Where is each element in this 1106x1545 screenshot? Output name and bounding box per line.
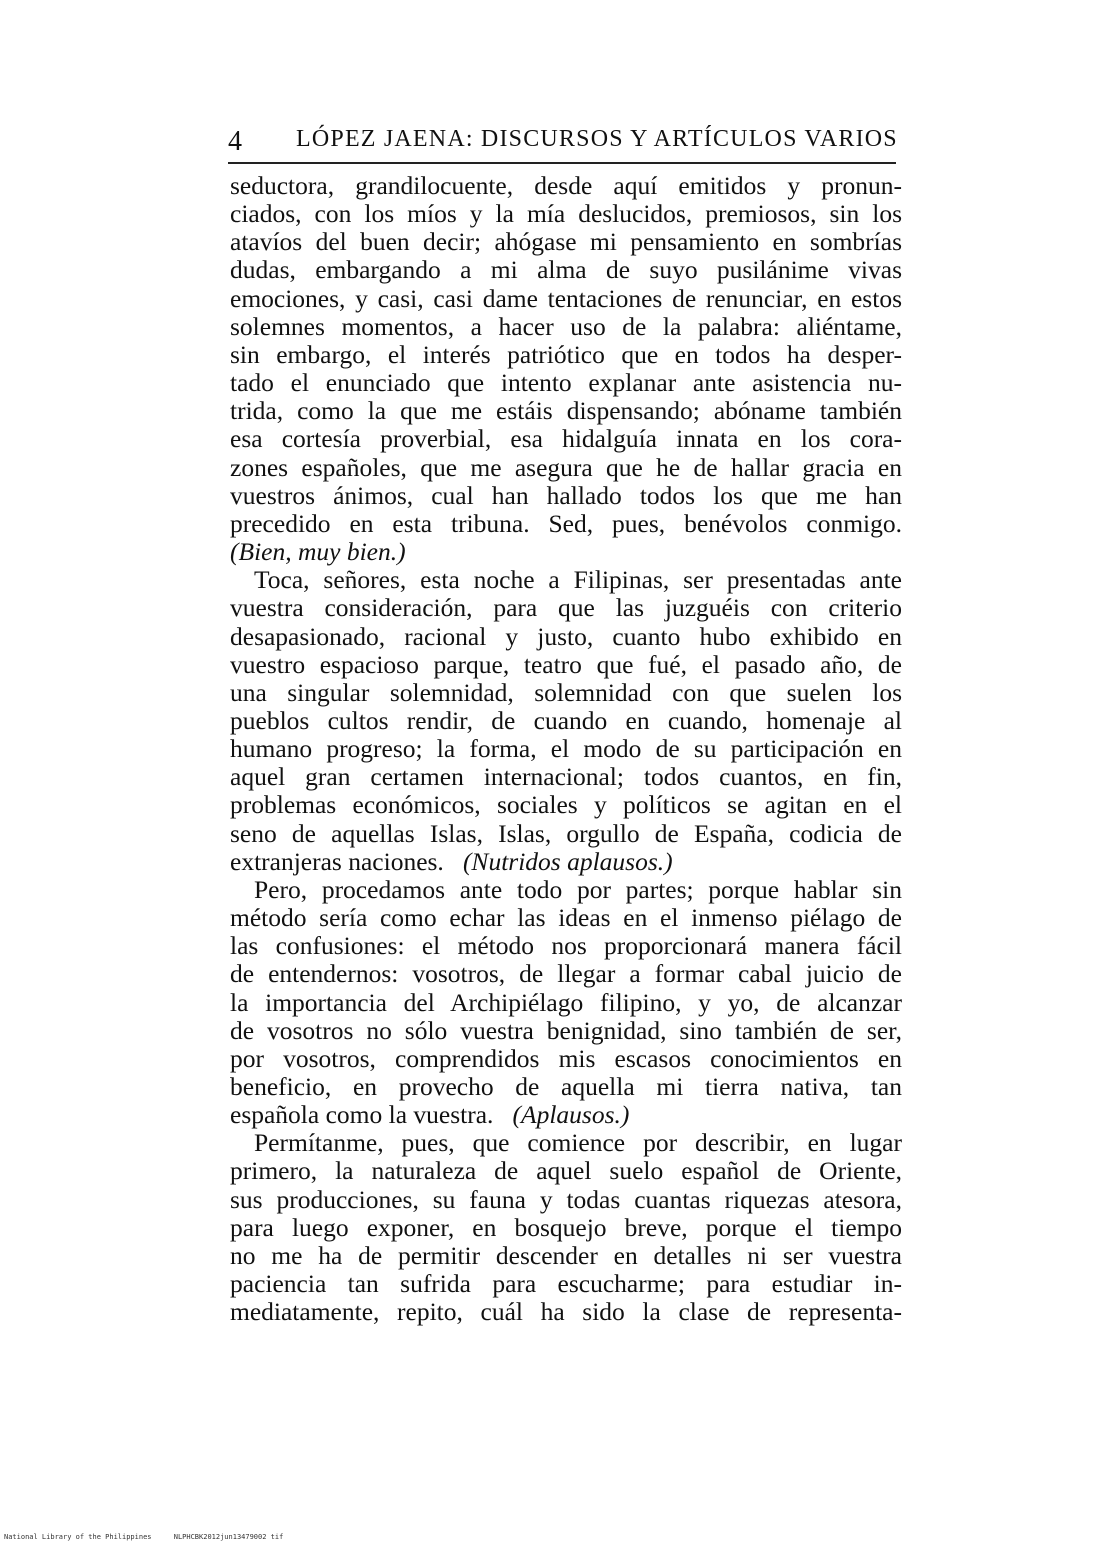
- text-line: por vosotros, comprendidos mis escasos conocimientos en: [230, 1043, 902, 1073]
- text-line: ciados, con los míos y la mía deslucidos, premiosos, sin los: [230, 199, 902, 229]
- text-line: vuestros ánimos, cual han hallado todos los que me han: [230, 480, 902, 510]
- text-line: paciencia tan sufrida para escucharme; para estudiar in-: [230, 1269, 902, 1299]
- library-credit: National Library of the Philippines: [4, 1533, 152, 1541]
- text-line: vuestro espacioso parque, teatro que fué, el pasado año, de: [230, 649, 902, 679]
- file-id: NLPHCBK2012jun13479002 tif: [173, 1533, 284, 1541]
- text-line: atavíos del buen decir; ahógase mi pensamiento en sombrías: [230, 227, 902, 257]
- text-line: vuestra consideración, para que las juzguéis con criterio: [230, 593, 902, 623]
- paragraph-1: [230, 172, 902, 566]
- paragraph-4: [230, 1129, 902, 1326]
- text-line: una singular solemnidad, solemnidad con que suelen los: [230, 677, 902, 707]
- text-line: pueblos cultos rendir, de cuando en cuando, homenaje al: [230, 705, 902, 735]
- text-line: humano progreso; la forma, el modo de su participación en: [230, 734, 902, 764]
- page-header: [228, 120, 898, 160]
- text-line: de vosotros no sólo vuestra benignidad, sino también de ser,: [230, 1015, 902, 1045]
- text-line: aquel gran certamen internacional; todos cuantos, en fin,: [230, 762, 902, 792]
- text-line: sus producciones, su fauna y todas cuantas riquezas atesora,: [230, 1184, 902, 1214]
- text-line: problemas económicos, sociales y políticos se agitan en el: [230, 790, 902, 820]
- text-line: precedido en esta tribuna. Sed, pues, benévolos conmigo.: [230, 508, 902, 538]
- text-line: esa cortesía proverbial, esa hidalguía innata en los cora-: [230, 424, 902, 454]
- text-fragment: extranjeras naciones.: [230, 846, 444, 876]
- text-line: solemnes momentos, a hacer uso de la palabra: aliéntame,: [230, 311, 902, 341]
- text-line: mediatamente, repito, cuál ha sido la clase de representa-: [230, 1297, 902, 1327]
- text-line: la importancia del Archipiélago filipino, y yo, de alcanzar: [230, 987, 902, 1017]
- text-line: [230, 1101, 902, 1129]
- text-line: las confusiones: el método nos proporcionará manera fácil: [230, 931, 902, 961]
- text-line: Pero, procedamos ante todo por partes; porque hablar sin: [254, 874, 902, 904]
- applause-note: (Aplausos.): [512, 1100, 630, 1130]
- text-line: Toca, señores, esta noche a Filipinas, ser presentadas ante: [254, 565, 902, 595]
- text-line: zones españoles, que me asegura que he de hallar gracia en: [230, 452, 902, 482]
- page-number: 4: [228, 126, 243, 157]
- header-rule: [228, 162, 896, 164]
- text-line: sin embargo, el interés patriótico que en todos ha desper-: [230, 339, 902, 369]
- running-head: LÓPEZ JAENA: DISCURSOS Y ARTÍCULOS VARIOS: [296, 126, 898, 152]
- text-line: de entendernos: vosotros, de llegar a formar cabal juicio de: [230, 959, 902, 989]
- text-line: trida, como la que me estáis dispensando; abóname también: [230, 396, 902, 426]
- text-line: método sería como echar las ideas en el inmenso piélago de: [230, 903, 902, 933]
- text-line: para luego exponer, en bosquejo breve, porque el tiempo: [230, 1212, 902, 1242]
- paragraph-3: [230, 876, 902, 1129]
- text-line: no me ha de permitir descender en detalles ni ser vuestra: [230, 1240, 902, 1270]
- text-line: desapasionado, racional y justo, cuanto hubo exhibido en: [230, 621, 902, 651]
- scan-footer: [4, 1533, 301, 1541]
- text-fragment: española como la vuestra.: [230, 1100, 494, 1130]
- text-line: emociones, y casi, casi dame tentaciones de renunciar, en estos: [230, 283, 902, 313]
- applause-note: (Nutridos aplausos.): [462, 846, 673, 876]
- text-line: beneficio, en provecho de aquella mi tierra nativa, tan: [230, 1072, 902, 1101]
- text-line: [230, 538, 902, 566]
- text-line: Permítanme, pues, que comience por describir, en lugar: [254, 1128, 902, 1158]
- text-line: primero, la naturaleza de aquel suelo español de Oriente,: [230, 1156, 902, 1186]
- text-line: tado el enunciado que intento explanar ante asistencia nu-: [230, 368, 902, 398]
- text-line: [230, 848, 902, 876]
- paragraph-2: [230, 566, 902, 876]
- body-text: [230, 172, 902, 1326]
- text-line: seductora, grandilocuente, desde aquí emitidos y pronun-: [230, 171, 902, 200]
- applause-note: (Bien, muy bien.): [230, 537, 406, 567]
- text-line: seno de aquellas Islas, Islas, orgullo de España, codicia de: [230, 818, 902, 848]
- text-line: dudas, embargando a mi alma de suyo pusilánime vivas: [230, 255, 902, 285]
